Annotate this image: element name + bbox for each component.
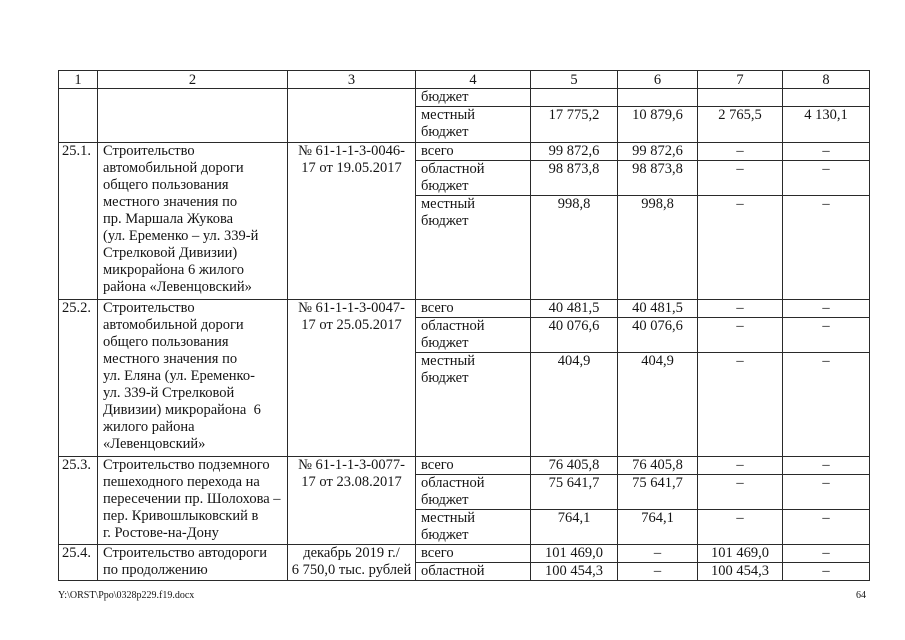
item-name: Строительство автомобильной дороги общего пользования местного значения по ул. Еляна (ул. Еременко- ул. 339-й Стрелковой Дивизии) микрорайона 6 жилого района «Левенцовский» bbox=[98, 300, 288, 457]
funding-source: всего bbox=[416, 545, 531, 563]
item-name-cell bbox=[98, 89, 288, 143]
col6-value: 40 076,6 bbox=[618, 318, 698, 353]
col6-value: 99 872,6 bbox=[618, 143, 698, 161]
page-number: 64 bbox=[856, 590, 866, 601]
table-row bbox=[59, 143, 870, 161]
item-document: декабрь 2019 г./ 6 750,0 тыс. рублей bbox=[288, 545, 416, 581]
item-document-cell bbox=[288, 89, 416, 143]
col5-value bbox=[531, 89, 618, 107]
funding-source: всего bbox=[416, 143, 531, 161]
col6-value: 998,8 bbox=[618, 196, 698, 300]
item-document: № 61-1-1-3-0047- 17 от 25.05.2017 bbox=[288, 300, 416, 457]
table-row bbox=[59, 300, 870, 318]
col7-value: – bbox=[698, 143, 783, 161]
col6-value: 98 873,8 bbox=[618, 161, 698, 196]
col6-value: 76 405,8 bbox=[618, 457, 698, 475]
col5-value: 404,9 bbox=[531, 353, 618, 457]
col8-value: – bbox=[783, 475, 870, 510]
col5-value: 998,8 bbox=[531, 196, 618, 300]
col7-value: – bbox=[698, 510, 783, 545]
col6-value: 75 641,7 bbox=[618, 475, 698, 510]
col6-value: – bbox=[618, 545, 698, 563]
col5-value: 17 775,2 bbox=[531, 107, 618, 143]
funding-source: местный бюджет bbox=[416, 510, 531, 545]
item-document: № 61-1-1-3-0077- 17 от 23.08.2017 bbox=[288, 457, 416, 545]
col5-value: 75 641,7 bbox=[531, 475, 618, 510]
col5-value: 101 469,0 bbox=[531, 545, 618, 563]
col5-value: 100 454,3 bbox=[531, 563, 618, 581]
col5-value: 40 076,6 bbox=[531, 318, 618, 353]
funding-source: областной бюджет bbox=[416, 318, 531, 353]
col8-value: – bbox=[783, 457, 870, 475]
col7-value: – bbox=[698, 457, 783, 475]
item-number: 25.2. bbox=[59, 300, 98, 457]
col8-value: – bbox=[783, 300, 870, 318]
col7-value: – bbox=[698, 300, 783, 318]
column-number-5: 5 bbox=[531, 71, 618, 89]
column-number-4: 4 bbox=[416, 71, 531, 89]
item-name: Строительство автодороги по продолжению bbox=[98, 545, 288, 581]
table-row bbox=[59, 545, 870, 563]
col6-value bbox=[618, 89, 698, 107]
item-number: 25.1. bbox=[59, 143, 98, 300]
col8-value: – bbox=[783, 161, 870, 196]
col5-value: 40 481,5 bbox=[531, 300, 618, 318]
col5-value: 99 872,6 bbox=[531, 143, 618, 161]
col6-value: 764,1 bbox=[618, 510, 698, 545]
col8-value: – bbox=[783, 143, 870, 161]
column-number-3: 3 bbox=[288, 71, 416, 89]
funding-source: областной бюджет bbox=[416, 475, 531, 510]
table-row bbox=[59, 89, 870, 107]
col7-value: – bbox=[698, 475, 783, 510]
col7-value: – bbox=[698, 161, 783, 196]
col5-value: 764,1 bbox=[531, 510, 618, 545]
item-number: 25.4. bbox=[59, 545, 98, 581]
col7-value: 2 765,5 bbox=[698, 107, 783, 143]
col7-value: 100 454,3 bbox=[698, 563, 783, 581]
col6-value: 40 481,5 bbox=[618, 300, 698, 318]
col7-value: – bbox=[698, 196, 783, 300]
item-name: Строительство подземного пешеходного перехода на пересечении пр. Шолохова – пер. Кривошлыковский в г. Ростове-на-Дону bbox=[98, 457, 288, 545]
funding-source: областной bbox=[416, 563, 531, 581]
item-number-cell bbox=[59, 89, 98, 143]
col5-value: 76 405,8 bbox=[531, 457, 618, 475]
col7-value: 101 469,0 bbox=[698, 545, 783, 563]
funding-source: всего bbox=[416, 457, 531, 475]
col8-value: – bbox=[783, 545, 870, 563]
column-number-8: 8 bbox=[783, 71, 870, 89]
funding-source: областной бюджет bbox=[416, 161, 531, 196]
col8-value: – bbox=[783, 510, 870, 545]
col8-value: – bbox=[783, 353, 870, 457]
column-number-row bbox=[59, 71, 870, 89]
col5-value: 98 873,8 bbox=[531, 161, 618, 196]
col6-value: 10 879,6 bbox=[618, 107, 698, 143]
funding-source: местный бюджет bbox=[416, 196, 531, 300]
funding-source: местный бюджет bbox=[416, 353, 531, 457]
col6-value: – bbox=[618, 563, 698, 581]
col7-value: – bbox=[698, 353, 783, 457]
col6-value: 404,9 bbox=[618, 353, 698, 457]
col8-value: – bbox=[783, 196, 870, 300]
col7-value bbox=[698, 89, 783, 107]
column-number-2: 2 bbox=[98, 71, 288, 89]
col7-value: – bbox=[698, 318, 783, 353]
col8-value: 4 130,1 bbox=[783, 107, 870, 143]
column-number-7: 7 bbox=[698, 71, 783, 89]
col8-value bbox=[783, 89, 870, 107]
footer-file-path: Y:\ORST\Ppo\0328p229.f19.docx bbox=[58, 590, 195, 601]
funding-source: местный бюджет bbox=[416, 107, 531, 143]
item-number: 25.3. bbox=[59, 457, 98, 545]
table-row bbox=[59, 457, 870, 475]
item-document: № 61-1-1-3-0046- 17 от 19.05.2017 bbox=[288, 143, 416, 300]
budget-table bbox=[58, 70, 870, 581]
column-number-1: 1 bbox=[59, 71, 98, 89]
funding-source: бюджет bbox=[416, 89, 531, 107]
funding-source: всего bbox=[416, 300, 531, 318]
item-name: Строительство автомобильной дороги общего пользования местного значения по пр. Маршала Жукова (ул. Еременко – ул. 339-й Стрелковой Дивизии) микрорайона 6 жилого района «Левенцовский» bbox=[98, 143, 288, 300]
col8-value: – bbox=[783, 318, 870, 353]
column-number-6: 6 bbox=[618, 71, 698, 89]
col8-value: – bbox=[783, 563, 870, 581]
